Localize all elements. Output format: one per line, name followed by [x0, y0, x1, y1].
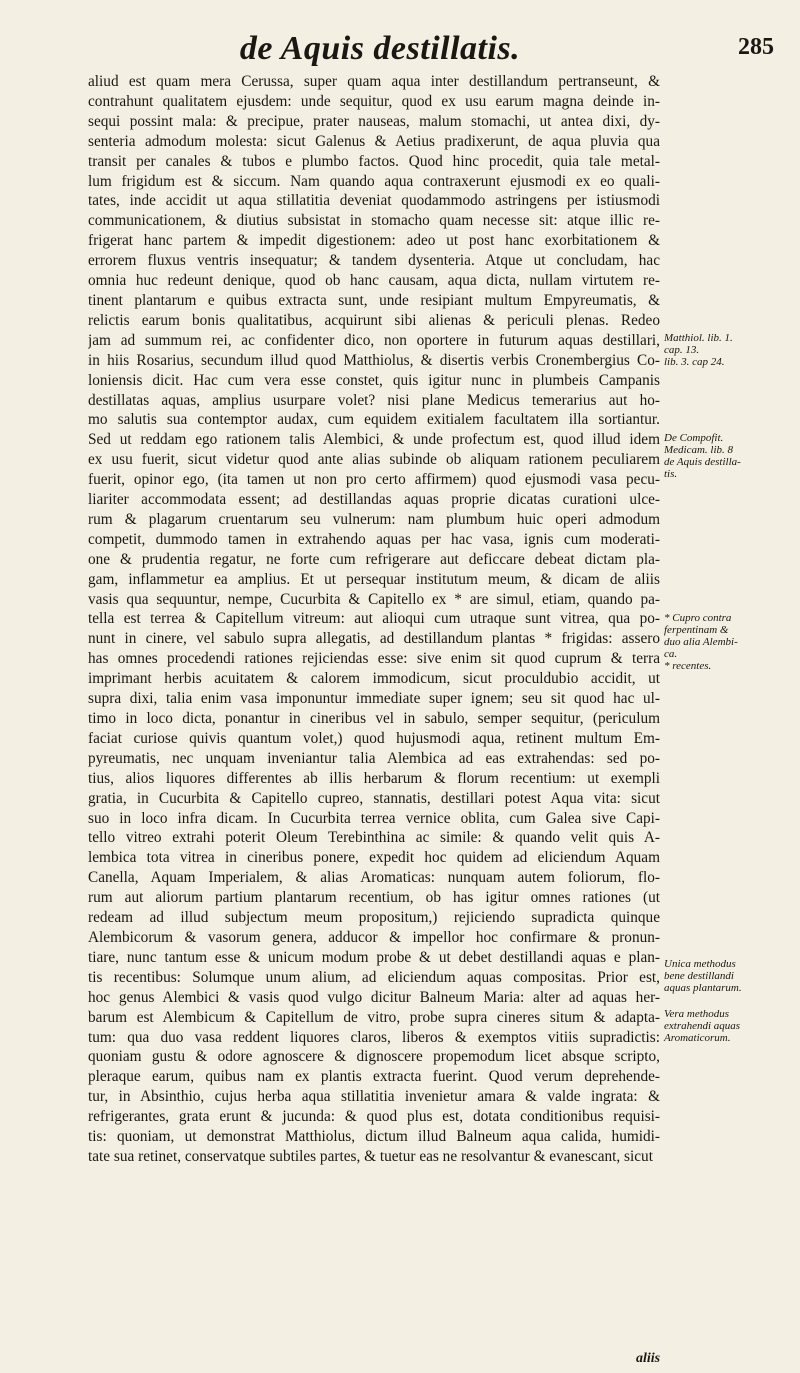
text-line: mo salutis sua contemptor audax, cum equidem exitialem facultatem illa sortiantur. — [88, 411, 660, 429]
text-line: tius, alios liquores differentes ab illis herbarum & florum recentium: ut exempli — [88, 769, 660, 787]
text-line: tis: quoniam, ut demonstrat Matthiolus, dictum illud Balneum aqua calida, humidi- — [88, 1128, 660, 1146]
running-title: de Aquis destillatis. — [239, 30, 521, 67]
text-line: destillatas aquas, amplius usurpare volet? nisi plane Medicus temerarius aut ho- — [88, 391, 660, 409]
text-line: loniensis dicit. Hac cum vera esse constet, quis igitur nunc in plumbeis Campanis — [88, 371, 660, 389]
margin-note-line: Medicam. lib. 8 — [664, 444, 734, 456]
text-line: jam ad summum rei, ac confidenter dico, non oportere in futurum aquas destillari, — [88, 331, 660, 349]
text-line: imprimant herbis acuitatem & calorem immodicum, sicut proculdubio accidit, ut — [88, 670, 660, 688]
text-line: pleraque earum, quibus nam ex plantis extracta fuerint. Quod verum deprehende- — [88, 1068, 660, 1086]
text-line: sequi possint mala: & precipue, prater nauseas, malum stomachi, ut antea dixi, dy- — [88, 112, 660, 130]
text-line: Canella, Aquam Imperialem, & alias Aromaticas: nunquam autem foliorum, flo- — [88, 869, 660, 887]
text-line: senteria admodum molesta: sicut Galenus & Aetius pradixerunt, de aqua pluvia qua — [88, 132, 660, 150]
page-number: 285 — [738, 34, 774, 60]
text-line: aliud est quam mera Cerussa, super quam aqua inter destillandum pertranseunt, & — [88, 73, 660, 90]
margin-note-line: Unica methodus — [664, 958, 736, 970]
text-line: tiare, nunc tantum esse & unicum modum probe & ut debet destillandi aquas e plan- — [88, 948, 660, 966]
margin-note-line: tis. — [664, 468, 678, 480]
body-text — [88, 72, 660, 1167]
text-line: refrigerantes, grata erunt & jucunda: & quod plus est, dotata conditionibus requisi- — [88, 1108, 660, 1126]
text-line: suo in loco infra dicam. In Cucurbita terrea vernice oblita, cum Galea sive Capi- — [88, 809, 660, 827]
margin-note-line: bene destillandi — [664, 970, 734, 982]
text-line: fuerit, opinor ego, (ita tamen ut non pro certo affirmem) quod ejusmodi vasa pecu- — [88, 471, 660, 489]
margin-note-line: duo alia Alembi- — [664, 636, 738, 648]
text-line: faciat curiose quivis quantum volet,) quod hujusmodi aqua, retinent multum Em- — [88, 729, 660, 747]
catchword: aliis — [636, 1351, 661, 1366]
text-line: barum est Alembicum & Capitellum de vitro, probe supra cineres situm & adapta- — [88, 1008, 660, 1026]
text-line: transit per canales & tubos e plumbo factos. Quod hinc procedit, quia tale metal- — [88, 152, 660, 170]
margin-note-line: extrahendi aquas — [664, 1020, 741, 1032]
text-line: tella est terrea & Capitellum vitreum: aut alioqui cum utraque sunt vitrea, qua po- — [88, 610, 660, 628]
text-line: communicationem, & diutius subsistat in stomacho quam necesse sit: atque illic re- — [88, 212, 660, 230]
margin-note-line: de Aquis destilla- — [664, 456, 741, 468]
text-line: Sed ut reddam ego rationem talis Alembici, & unde profectum est, quod illud idem — [88, 431, 660, 449]
text-line: gam, inflammetur ea amplius. Et ut persequar institutum meum, & dicam de aliis — [88, 570, 660, 588]
text-line: contrahunt qualitatem ejusdem: unde sequitur, quod ex usu earum magna deinde in- — [88, 92, 660, 110]
text-line: tates, inde accidit ut aqua stillatitia deveniat quodammodo astringens per istiusmodi — [88, 192, 660, 210]
text-line: vasis qua sequuntur, nempe, Cucurbita & Capitello ex * are simul, etiam, quando pa- — [88, 590, 660, 608]
text-line: pyreumatis, nec unquam inveniantur talia Alembica ad eas extrahendas: sed po- — [88, 749, 660, 767]
text-line: rum & plagarum cruentarum seu vulnerum: nam plumbum huic operi admodum — [88, 510, 660, 528]
margin-note-matthiol — [664, 332, 800, 368]
text-line: tis recentibus: Solumque unum alium, ad eliciendum aquas compositas. Prior est, — [88, 968, 660, 986]
text-line: one & prudentia regatur, ne forte cum refrigerare aut deficcare debeat dictam pla- — [88, 550, 660, 568]
text-line: lum frigidum est & siccum. Nam quando aqua contraxerunt ejusmodi ex eo quali- — [88, 172, 660, 190]
text-line: tur, in Absinthio, cujus herba aqua stillatitia invenietur amara & valde ingrata: & — [88, 1088, 660, 1106]
text-line: timo in loco dicta, ponantur in cineribus vel in sabulo, semper sequitur, (periculum — [88, 710, 660, 727]
text-line: omnia huc redeunt denique, quod ob hanc causam, aqua dicta, nullam virtutem re- — [88, 272, 660, 290]
text-line: in hiis Rosarius, secundum illud quod Matthiolus, & disertis verbis Cronembergius Co- — [88, 351, 660, 369]
text-line: tum: qua duo vasa reddent liquores claros, liberos & exemptos vitiis supradictis: — [88, 1028, 660, 1046]
text-line: tate sua retinet, conservatque subtiles partes, & tuetur eas ne resolvantur & evanescant, sicut — [88, 1147, 653, 1165]
text-line: lembica tota vitrea in cineribus ponere, expedit hoc quidem ad eliciendum Aquam — [88, 849, 660, 867]
text-line: hoc genus Alembici & vasis quod vulgo dicitur Balneum Maria: alter ad aquas her- — [88, 988, 660, 1006]
text-line: errorem fluxus ventris insequatur; & tandem dysenteria. Atque ut concludam, hac — [88, 252, 660, 270]
margin-note-line: * Cupro contra — [664, 612, 732, 624]
text-line: relictis earum bonis qualitatibus, acquirunt sibi alienas & periculi plenas. Redeo — [88, 311, 660, 329]
text-line: ex usu fuerit, sicut videtur quod ante alias subinde ob aliquam rationem peculiarem — [88, 451, 660, 469]
text-line: quoniam gustu & odore agnoscere & dignoscere propemodum licet absque scripto, — [88, 1048, 660, 1066]
text-line: nunt in cinere, vel sabulo supra allegatis, ad destillandum plantas * frigidas: assero — [88, 630, 660, 648]
margin-note-line: cap. 13. — [664, 344, 700, 356]
margin-note-line: lib. 3. cap 24. — [664, 356, 725, 368]
text-line: frigerat hanc partem & impedit digestionem: adeo ut post hanc exorbitationem & — [88, 232, 660, 250]
text-line: gratia, in Cucurbita & Capitello cupreo, stannatis, destillari potest Aqua vita: sicut — [88, 789, 660, 807]
text-line: redeam ad illud subjectum meum propositum,) rejiciendo supradicta quinque — [88, 909, 660, 927]
text-line: rum aut aliorum partium plantarum recentium, ob has igitur omnes rationes (ut — [88, 889, 660, 907]
margin-note-cupro — [664, 612, 800, 672]
text-line: tinent plantarum e quibus extracta sunt, unde resipiant multum Empyreumatis, & — [88, 291, 660, 309]
text-line: liariter accommodata essent; ad destillandas aquas proprie dicatas curationi ulce- — [88, 491, 660, 509]
margin-note-vera — [664, 1008, 800, 1044]
text-line: has omnes procedendi rationes rejiciendas esse: sive enim sit quod cuprum & terra — [88, 650, 660, 668]
margin-note-line: ferpentinam & — [664, 624, 729, 636]
margin-note-unica — [664, 958, 800, 994]
margin-note-line: ca. — [664, 648, 678, 660]
text-line: supra dixi, talia enim vasa imponuntur immediate super ignem; seu sit quod hac ul- — [88, 690, 660, 708]
margin-note-line: Matthiol. lib. 1. — [664, 332, 733, 344]
text-line: competit, dummodo tamen in extrahendo aquas per hac vasa, ignis cum moderati- — [88, 530, 660, 548]
text-line: tello vitreo extrahi poterit Oleum Terebinthina ac simile: & quando velit quis A- — [88, 829, 660, 847]
margin-note-line: Vera methodus — [664, 1008, 730, 1020]
margin-note-decompos — [664, 432, 800, 480]
margin-note-line: * recentes. — [664, 660, 712, 672]
margin-note-line: aquas plantarum. — [664, 982, 742, 994]
margin-note-line: De Compofit. — [664, 432, 724, 444]
text-line: Alembicorum & vasorum genera, adducor & impellor hoc confirmare & pronun- — [88, 928, 660, 946]
margin-note-line: Aromaticorum. — [664, 1032, 731, 1044]
